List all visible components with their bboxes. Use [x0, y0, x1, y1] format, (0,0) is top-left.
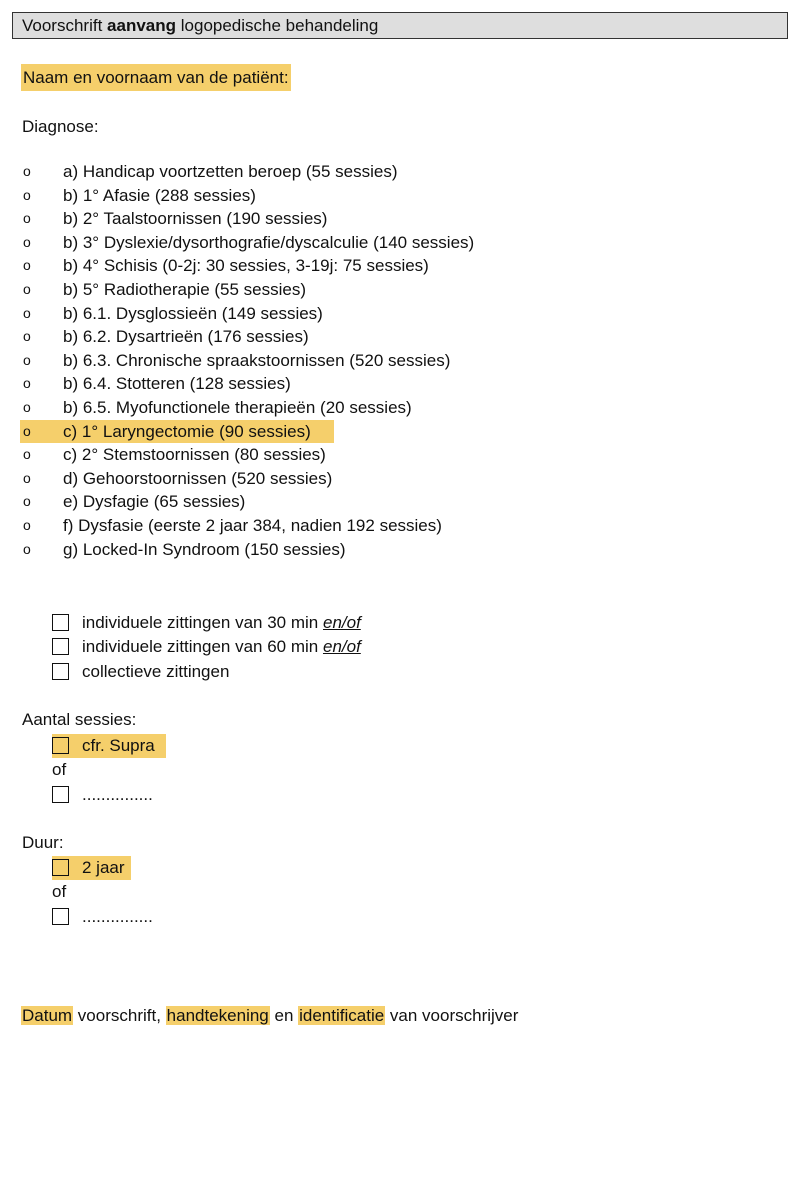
- diagnosis-label: Diagnose:: [22, 117, 99, 136]
- checkbox[interactable]: [52, 908, 69, 925]
- diagnosis-item: o b) 6.5. Myofunctionele therapieën (20 sessies): [23, 397, 412, 417]
- diagnosis-list: [20, 160, 780, 561]
- diagnosis-item: o b) 5° Radiotherapie (55 sessies): [23, 279, 307, 299]
- diagnosis-item: o c) 2° Stemstoornissen (80 sessies): [23, 445, 326, 465]
- checkbox[interactable]: [52, 737, 69, 754]
- document-title: Voorschrift aanvang logopedische behandeling: [12, 12, 788, 39]
- diagnosis-item: o b) 6.3. Chronische spraakstoornissen (520 sessies): [23, 350, 451, 370]
- diagnosis-item: o e) Dysfagie (65 sessies): [23, 492, 246, 512]
- checkbox[interactable]: [52, 638, 69, 655]
- diagnosis-item: o b) 6.1. Dysglossieën (149 sessies): [23, 303, 323, 323]
- sessions-label: Aantal sessies:: [22, 710, 137, 729]
- duration-label: Duur:: [22, 833, 64, 852]
- diagnosis-item: o b) 2° Taalstoornissen (190 sessies): [23, 209, 328, 229]
- or-label: of: [52, 882, 67, 901]
- diagnosis-item: o b) 6.4. Stotteren (128 sessies): [23, 374, 291, 394]
- diagnosis-item: o b) 1° Afasie (288 sessies): [23, 185, 256, 205]
- diagnosis-item: o b) 6.2. Dysartrieën (176 sessies): [23, 327, 309, 347]
- patient-name-label: Naam en voornaam van de patiënt:: [21, 64, 291, 91]
- checkbox[interactable]: [52, 786, 69, 803]
- or-label: of: [52, 760, 67, 779]
- diagnosis-item: o a) Handicap voortzetten beroep (55 sessies): [23, 162, 398, 181]
- diagnosis-item: o g) Locked-In Syndroom (150 sessies): [23, 539, 346, 559]
- diagnosis-item: o b) 3° Dyslexie/dysorthografie/dyscalculie (140 sessies): [23, 232, 475, 252]
- checkbox[interactable]: [52, 663, 69, 680]
- prescriber-signature-line: Datum voorschrift, handtekening en identificatie van voorschrijver: [22, 1006, 519, 1025]
- checkbox[interactable]: [52, 614, 69, 631]
- diagnosis-item: o b) 4° Schisis (0-2j: 30 sessies, 3-19j: 75 sessies): [23, 256, 429, 276]
- diagnosis-item-highlighted: o c) 1° Laryngectomie (90 sessies): [20, 420, 780, 444]
- diagnosis-item: o d) Gehoorstoornissen (520 sessies): [23, 468, 333, 488]
- diagnosis-item: o f) Dysfasie (eerste 2 jaar 384, nadien 192 sessies): [23, 515, 442, 535]
- checkbox[interactable]: [52, 859, 69, 876]
